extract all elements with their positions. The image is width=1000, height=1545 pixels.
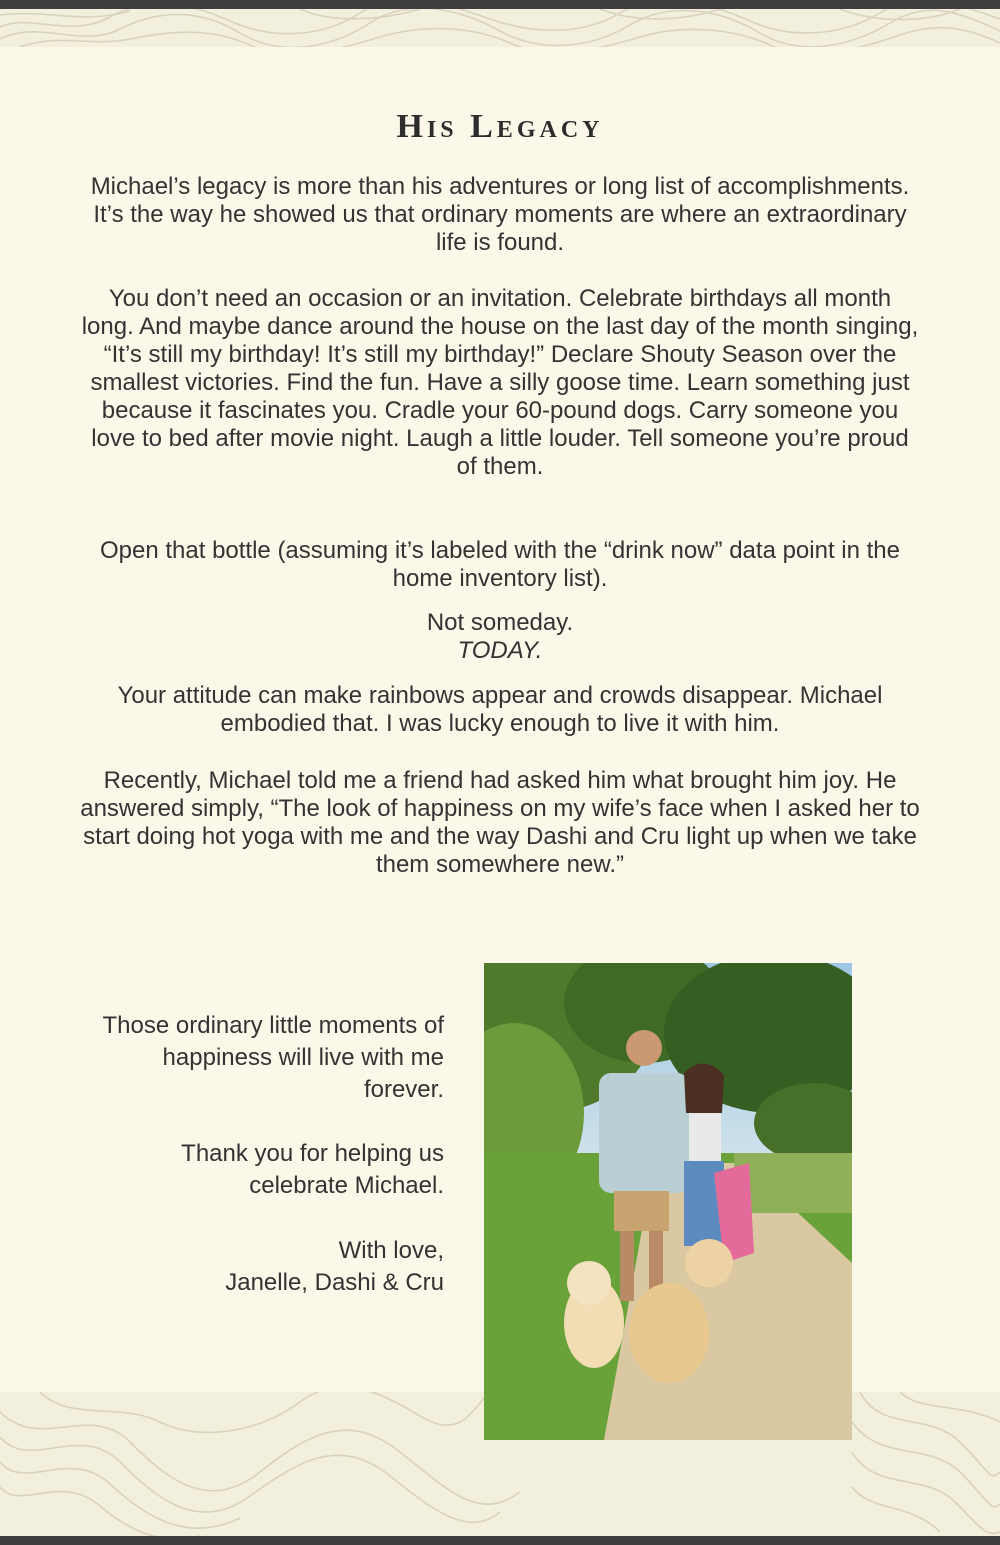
top-topographic-pattern bbox=[0, 9, 1000, 47]
closing-note-1: Those ordinary little moments of happiness will live with me forever. bbox=[102, 1012, 444, 1103]
not-someday-line: Not someday. bbox=[426, 609, 574, 636]
legacy-paragraph-2: You don’t need an occasion or an invitation. Celebrate birthdays all month long. And maybe dance around the house on the last day of the month singing, “It’s still my birthday! It’s still my birthday!” Declare Shouty Season over the smallest victories. Find the fun. Have a silly goose time. Learn something just because it fascinates you. Cradle your 60-pound dogs. Carry someone you love to bed after movie night. Laugh a little louder. Tell someone you’re proud of them. bbox=[81, 285, 919, 480]
today-emphasis: TODAY. bbox=[457, 637, 543, 664]
family-photo bbox=[484, 963, 852, 1440]
signature-block bbox=[80, 1235, 444, 1299]
signoff-line: With love, bbox=[338, 1237, 444, 1264]
page-title: His Legacy bbox=[396, 108, 604, 145]
bottom-border-bar bbox=[0, 1536, 1000, 1545]
legacy-paragraph-4 bbox=[80, 609, 920, 665]
legacy-paragraph-5: Your attitude can make rainbows appear and crowds disappear. Michael embodied that. I was lucky enough to live it with him. bbox=[117, 682, 883, 737]
legacy-paragraph-1: Michael’s legacy is more than his adventures or long list of accomplishments. It’s the way he showed us that ordinary moments are where an extraordinary life is found. bbox=[90, 173, 910, 256]
signature-names: Janelle, Dashi & Cru bbox=[225, 1269, 444, 1296]
closing-note-2: Thank you for helping us celebrate Michael. bbox=[181, 1140, 444, 1199]
legacy-paragraph-3: Open that bottle (assuming it’s labeled with the “drink now” data point in the home inventory list). bbox=[99, 537, 900, 592]
legacy-paragraph-6: Recently, Michael told me a friend had asked him what brought him joy. He answered simply, “The look of happiness on my wife’s face when I asked her to start doing hot yoga with me and the way Dashi and Cru light up when we take them somewhere new.” bbox=[80, 767, 920, 878]
top-border-bar bbox=[0, 0, 1000, 9]
